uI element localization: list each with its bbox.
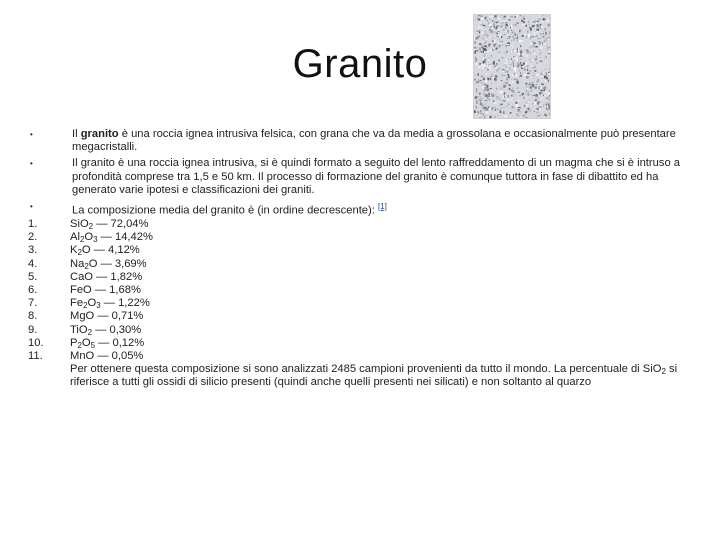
- note-text-pre: Per ottenere questa composizione si sono analizzati 2485 campioni provenienti da tutto il mondo. La percentuale di SiO: [70, 363, 662, 376]
- composition-b: O: [88, 257, 98, 270]
- composition-b: O: [81, 244, 91, 257]
- composition-formula: [70, 231, 688, 244]
- composition-number: 6.: [28, 283, 38, 296]
- composition-number: 1.: [28, 217, 38, 230]
- bullet-text-bold: granito: [80, 128, 119, 140]
- composition-item: [28, 350, 688, 363]
- bullet-marker: •: [30, 159, 33, 169]
- bullet-item: [28, 128, 688, 154]
- composition-number: 4.: [28, 257, 38, 270]
- composition-note: [28, 363, 688, 389]
- composition-value: — 0,71%: [94, 310, 144, 323]
- composition-number: 11.: [28, 349, 43, 362]
- composition-formula: [70, 258, 688, 271]
- composition-formula: [70, 350, 688, 363]
- bullet-text: [72, 200, 688, 218]
- composition-formula: [70, 284, 688, 297]
- composition-a: SiO: [70, 217, 89, 230]
- composition-value: — 0,05%: [94, 349, 144, 362]
- bullet-item: [28, 157, 688, 197]
- composition-a: K: [70, 244, 78, 257]
- bullet-text-post: è una roccia ignea intrusiva felsica, con grana che va da media a grossolana e occasionalmente può presentare megacristalli.: [72, 128, 676, 154]
- composition-item: [28, 337, 688, 350]
- slide-content: [28, 128, 688, 390]
- composition-a: Na: [70, 257, 85, 270]
- composition-item: [28, 310, 688, 323]
- composition-number: 7.: [28, 297, 38, 310]
- bullet-text-main: La composizione media del granito è (in ordine decrescente):: [72, 204, 375, 217]
- composition-item: [28, 297, 688, 310]
- composition-number: 5.: [28, 270, 38, 283]
- composition-formula: [70, 324, 688, 337]
- note-text-post: si riferisce a tutti gli ossidi di silicio presenti (quindi anche quelli presenti nei silicati) e non soltanto al quarzo: [70, 363, 678, 389]
- composition-value: — 1,82%: [93, 270, 143, 283]
- composition-value: — 0,12%: [95, 336, 145, 349]
- composition-value: — 1,22%: [100, 297, 150, 310]
- composition-value: — 72,04%: [93, 217, 149, 230]
- composition-item: [28, 231, 688, 244]
- composition-sub1: 2: [84, 261, 89, 271]
- composition-value: — 14,42%: [97, 231, 153, 244]
- composition-sub1: 2: [87, 327, 93, 337]
- composition-a: MgO: [70, 310, 95, 323]
- composition-sub1: 2: [83, 301, 88, 311]
- composition-formula: [70, 271, 688, 284]
- composition-sub1: 2: [77, 248, 82, 258]
- composition-number: 8.: [28, 310, 38, 323]
- composition-a: TiO: [70, 323, 88, 336]
- composition-formula: [70, 310, 688, 323]
- composition-value: — 3,69%: [97, 257, 147, 270]
- composition-b: O: [81, 336, 91, 349]
- composition-number: 9.: [28, 323, 38, 336]
- composition-a: FeO: [70, 283, 92, 296]
- composition-b: O: [84, 231, 94, 244]
- composition-a: Fe: [70, 297, 84, 310]
- composition-value: — 4,12%: [90, 244, 140, 257]
- composition-number: 2.: [28, 231, 38, 244]
- reference-link[interactable]: [1]: [377, 202, 387, 212]
- note-subscript: 2: [661, 367, 666, 377]
- composition-a: CaO: [70, 270, 94, 283]
- composition-item: [28, 218, 688, 231]
- composition-a: Al: [70, 231, 80, 244]
- composition-item: [28, 258, 688, 271]
- bullet-text: [72, 128, 688, 154]
- bullet-text: Il granito è una roccia ignea intrusiva, si è quindi formato a seguito del lento raffreddamento di un magma che si è intruso a profondità comprese tra 1,5 e 50 km. Il processo di formazione del granito è comunque tuttora in fase di dibattito ed ha generato varie ipotesi e classificazioni dei graniti.: [72, 157, 680, 196]
- composition-value: — 1,68%: [91, 283, 141, 296]
- composition-a: P: [70, 336, 78, 349]
- composition-formula: [70, 244, 688, 257]
- composition-formula: [70, 218, 688, 231]
- composition-number: 10.: [28, 336, 44, 349]
- composition-item: [28, 284, 688, 297]
- composition-value: — 0,30%: [92, 323, 142, 336]
- composition-formula: [70, 337, 688, 350]
- composition-item: [28, 324, 688, 337]
- composition-item: [28, 271, 688, 284]
- composition-sub2: 3: [96, 301, 101, 311]
- composition-b: O: [87, 297, 97, 310]
- bullet-item: [28, 200, 688, 218]
- composition-sub1: 2: [79, 235, 85, 245]
- composition-sub2: 5: [90, 340, 96, 350]
- composition-sub1: 2: [77, 340, 82, 350]
- bullet-text-pre: Il: [72, 128, 81, 140]
- composition-sub1: 2: [88, 221, 94, 231]
- composition-sub2: 3: [93, 235, 98, 245]
- composition-a: MnO: [70, 349, 95, 362]
- composition-formula: [70, 297, 688, 310]
- bullet-marker: •: [30, 202, 33, 212]
- granite-image: [473, 14, 551, 119]
- composition-item: [28, 244, 688, 257]
- slide-title: Granito: [292, 42, 428, 86]
- composition-number: 3.: [28, 244, 38, 257]
- bullet-marker: •: [30, 130, 33, 139]
- composition-list: [28, 218, 688, 363]
